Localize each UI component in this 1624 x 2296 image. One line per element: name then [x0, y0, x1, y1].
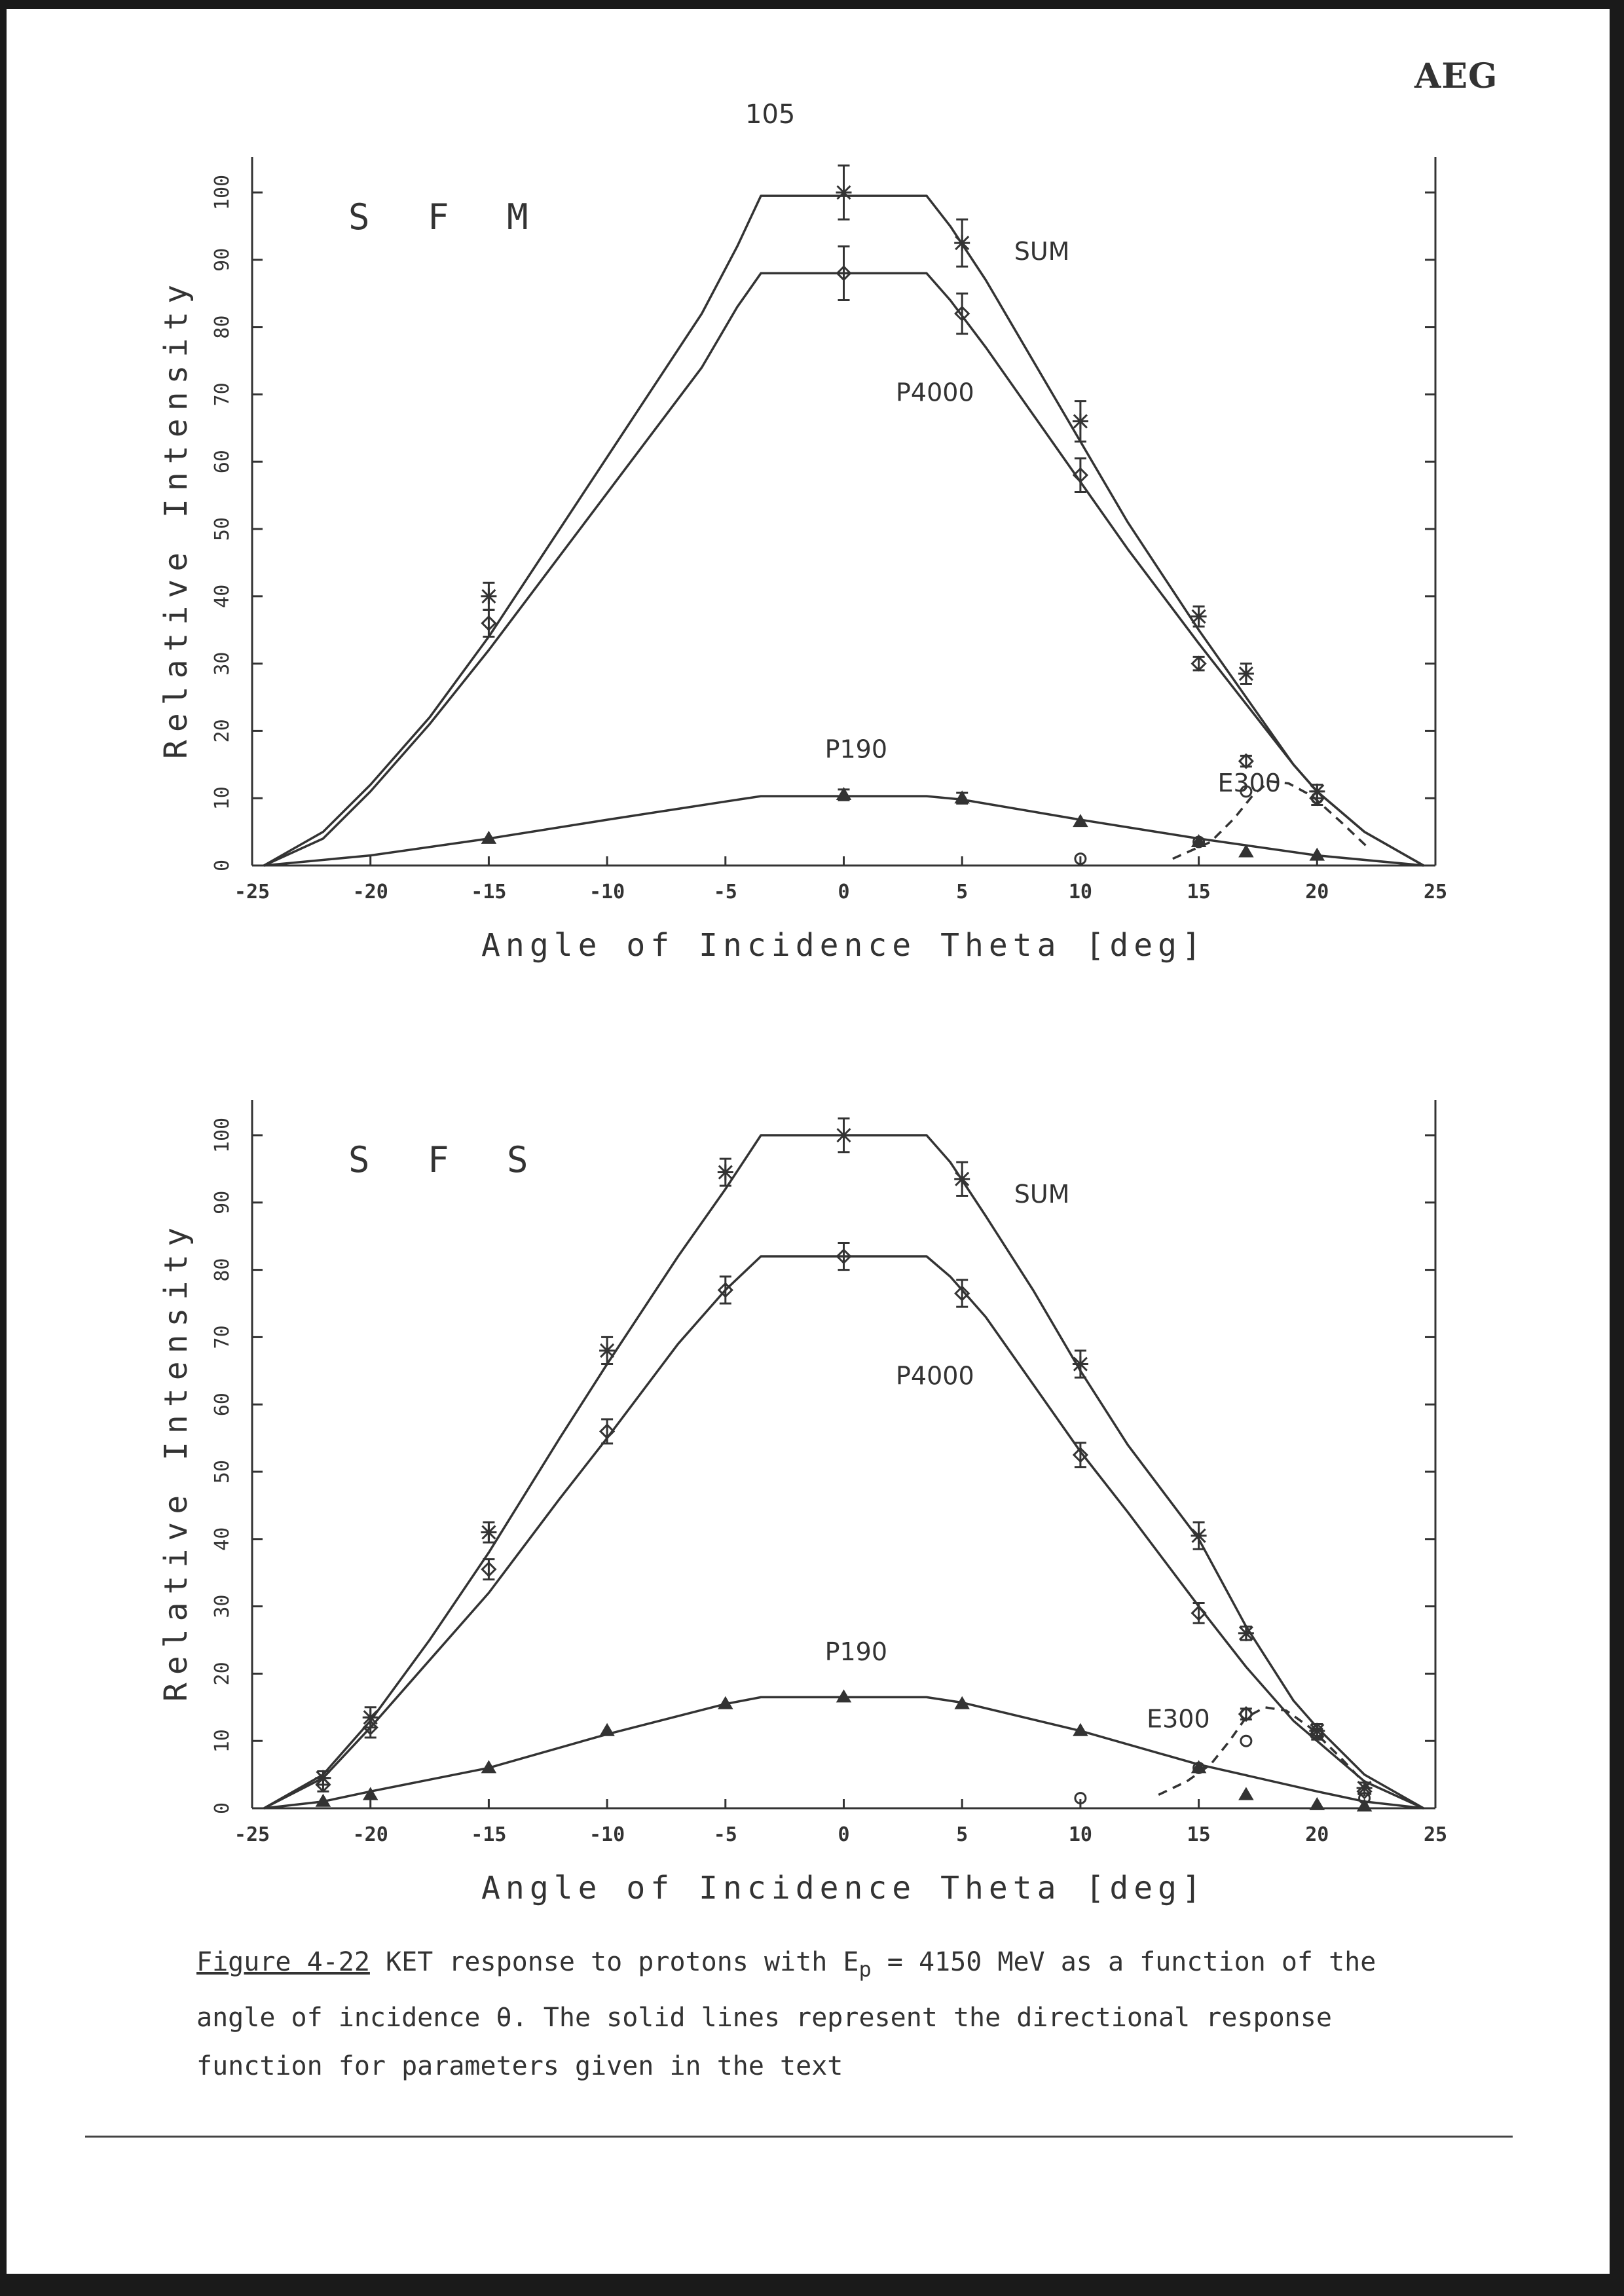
series-p190: [264, 1637, 1424, 1811]
data-point: [836, 1127, 852, 1143]
data-point: [1240, 1788, 1253, 1799]
x-tick-label: -20: [352, 1823, 388, 1846]
y-tick-label: 80: [211, 1258, 234, 1282]
series-sum: [264, 1118, 1424, 1808]
y-tick-label: 20: [211, 1662, 234, 1686]
data-point: [1191, 609, 1207, 625]
series-label-e300: E300: [1147, 1704, 1210, 1734]
series-label-p190: P190: [824, 1637, 888, 1666]
caption-text-2: = 4150 MeV as a function of the: [871, 1947, 1376, 1977]
x-tick-label: 10: [1068, 1823, 1092, 1846]
x-tick-label: 10: [1068, 881, 1092, 903]
data-point: [1310, 1798, 1323, 1810]
data-point: [1073, 1357, 1088, 1372]
x-tick-label: 15: [1187, 1823, 1211, 1846]
figure-reference: Figure 4-22: [196, 1947, 370, 1977]
y-tick-label: 0: [211, 1802, 234, 1815]
x-tick-label: 15: [1187, 881, 1211, 903]
y-axis-label: Relative Intensity: [158, 276, 194, 759]
error-bar: [483, 610, 494, 636]
data-point: [1238, 666, 1254, 682]
x-tick-label: 20: [1305, 881, 1329, 903]
series-line-sum: [264, 1135, 1424, 1808]
error-bar: [720, 1277, 731, 1303]
series-e300: [1075, 1705, 1370, 1804]
error-bar: [1193, 657, 1205, 670]
y-tick-label: 10: [211, 1729, 234, 1753]
x-tick-label: -25: [234, 1823, 270, 1846]
x-axis-label: Angle of Incidence Theta [deg]: [481, 927, 1206, 964]
data-point: [954, 1171, 970, 1187]
y-tick-label: 60: [211, 1393, 234, 1417]
chart-sfm: [0, 131, 1624, 1021]
bottom-divider: [85, 2136, 1513, 2138]
y-tick-label: 70: [211, 1325, 234, 1349]
x-tick-label: 25: [1423, 1823, 1448, 1846]
x-tick-label: -15: [471, 1823, 507, 1846]
y-tick-label: 30: [211, 1594, 234, 1618]
y-tick-label: 20: [211, 719, 234, 743]
x-axis-label: Angle of Incidence Theta [deg]: [481, 1870, 1206, 1906]
y-tick-label: 90: [211, 247, 234, 272]
x-tick-label: -5: [713, 881, 737, 903]
series-e300: [1075, 769, 1369, 864]
caption-line-2: angle of incidence θ. The solid lines represent the directional response: [196, 2003, 1332, 2033]
y-tick-label: 60: [211, 450, 234, 474]
caption-subscript: p: [858, 1957, 872, 1982]
x-tick-label: -10: [589, 881, 625, 903]
data-point: [836, 185, 852, 200]
y-tick-label: 100: [211, 174, 234, 211]
y-tick-label: 70: [211, 382, 234, 407]
y-tick-label: 10: [211, 786, 234, 811]
page-number: 105: [745, 100, 796, 130]
chart-sfs: [0, 1074, 1624, 1964]
x-tick-label: 0: [838, 881, 850, 903]
x-tick-label: 25: [1423, 881, 1448, 903]
y-tick-label: 40: [211, 584, 234, 608]
series-label-p4000: P4000: [896, 378, 974, 407]
series-line-p4000: [264, 1256, 1424, 1808]
series-line-p190: [264, 1697, 1424, 1808]
data-point: [481, 589, 496, 604]
series-label-p190: P190: [824, 735, 888, 764]
x-tick-label: -20: [352, 881, 388, 903]
caption-text-1: KET response to protons with E: [369, 1947, 859, 1977]
y-tick-label: 100: [211, 1117, 234, 1154]
x-tick-label: 20: [1305, 1823, 1329, 1846]
caption-line-3: function for parameters given in the text: [196, 2051, 843, 2081]
y-tick-label: 90: [211, 1190, 234, 1214]
y-tick-label: 40: [211, 1527, 234, 1551]
chart-title: S F S: [348, 1139, 547, 1180]
data-point: [1241, 1736, 1251, 1746]
y-axis-label: Relative Intensity: [158, 1219, 194, 1702]
ticks: [211, 1118, 1447, 1846]
y-tick-label: 50: [211, 1459, 234, 1484]
x-tick-label: 5: [956, 881, 969, 903]
y-tick-label: 50: [211, 517, 234, 541]
error-bar: [956, 293, 968, 334]
series-label-e300: E300: [1217, 768, 1282, 797]
y-tick-label: 0: [211, 859, 234, 872]
series-label-sum: SUM: [1014, 1179, 1070, 1209]
data-point: [954, 235, 970, 251]
x-tick-label: -25: [234, 881, 270, 903]
data-point: [599, 1343, 615, 1358]
data-point: [1238, 1626, 1254, 1641]
chart-title: S F M: [348, 196, 547, 238]
data-point: [600, 1724, 614, 1736]
figure-caption: [196, 1938, 1480, 2090]
x-tick-label: 5: [956, 1823, 969, 1846]
y-tick-label: 80: [211, 315, 234, 339]
data-point: [1240, 845, 1253, 856]
scan-border-bottom: [0, 2274, 1624, 2296]
company-logo: AEG: [1414, 56, 1498, 96]
data-point: [1073, 414, 1088, 429]
series-p4000: [264, 1243, 1424, 1808]
caption-line-1: [196, 1938, 1480, 1994]
x-tick-label: -5: [713, 1823, 737, 1846]
x-tick-label: -15: [471, 881, 507, 903]
data-point: [481, 1525, 496, 1540]
data-point: [1191, 1528, 1207, 1544]
y-tick-label: 30: [211, 651, 234, 676]
x-tick-label: 0: [838, 1823, 850, 1846]
series-label-p4000: P4000: [896, 1361, 974, 1391]
series-label-sum: SUM: [1014, 236, 1070, 266]
scan-border-top: [0, 0, 1624, 9]
x-tick-label: -10: [589, 1823, 625, 1846]
data-point: [718, 1165, 733, 1180]
